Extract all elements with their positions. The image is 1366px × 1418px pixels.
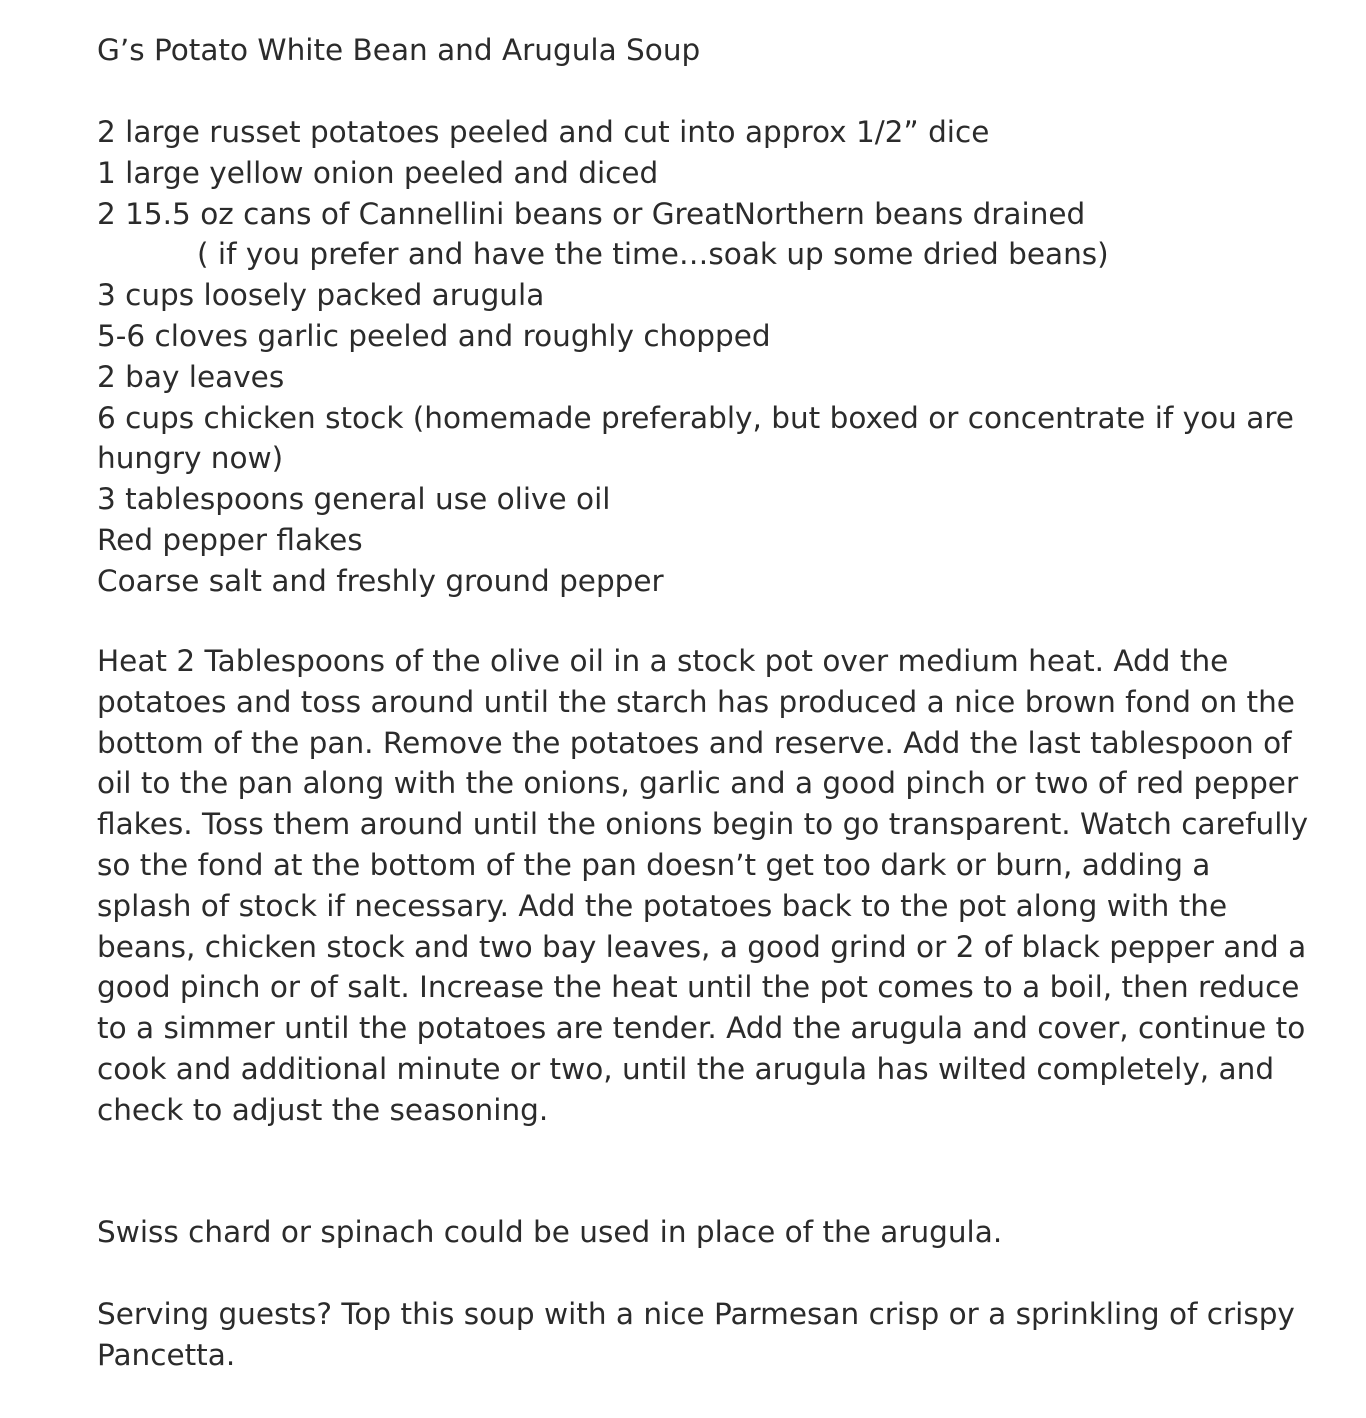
ingredient-item: 2 large russet potatoes peeled and cut into approx 1/2” dice [97, 115, 990, 149]
ingredient-item: 6 cups chicken stock (homemade preferably, but boxed or concentrate if you are hungry now) [97, 400, 1294, 476]
recipe-title: G’s Potato White Bean and Arugula Soup [97, 33, 701, 67]
ingredient-item: 2 bay leaves [97, 359, 285, 394]
ingredient-item: 3 cups loosely packed arugula [97, 278, 545, 313]
method-paragraph: Heat 2 Tablespoons of the olive oil in a stock pot over medium heat. Add the potatoes and toss around until the starch has produced a nice brown fond on the bottom of the pan. Remove the potatoes and reserve. Add the last tablespoon of oil to the pan along with the onions, garlic and a good pinch or two of red pepper flakes. Toss them around until the onions begin to go transparent. Watch carefully so the fond at the bottom of the pan doesn’t get too dark or burn, adding a splash of stock if necessary. Add the potatoes back to the pot along with the beans, chicken stock and two bay leaves, a good grind or 2 of black pepper and a good pinch or of salt. Increase the heat until the pot comes to a boil, then reduce to a simmer until the potatoes are tender. Add the arugula and cover, continue to cook and additional minute or two, until the arugula has wilted completely, and check to adjust the seasoning. [97, 644, 1309, 1127]
serving-suggestion: Serving guests? Top this soup with a nice Parmesan crisp or a sprinkling of crispy Pancetta. [97, 1297, 1295, 1372]
ingredient-list [97, 112, 1327, 602]
ingredient-item: Coarse salt and freshly ground pepper [97, 563, 664, 598]
ingredient-item: 2 15.5 oz cans of Cannellini beans or GreatNorthern beans drained [97, 196, 1086, 231]
ingredient-item: Red pepper flakes [97, 522, 363, 557]
ingredient-item: 1 large yellow onion peeled and diced [97, 155, 659, 190]
ingredient-item: 3 tablespoons general use olive oil [97, 482, 611, 517]
ingredient-item: 5-6 cloves garlic peeled and roughly chopped [97, 318, 771, 353]
substitution-tip: Swiss chard or spinach could be used in place of the arugula. [97, 1215, 1003, 1249]
ingredient-note: ( if you prefer and have the time…soak up some dried beans) [197, 237, 1109, 272]
